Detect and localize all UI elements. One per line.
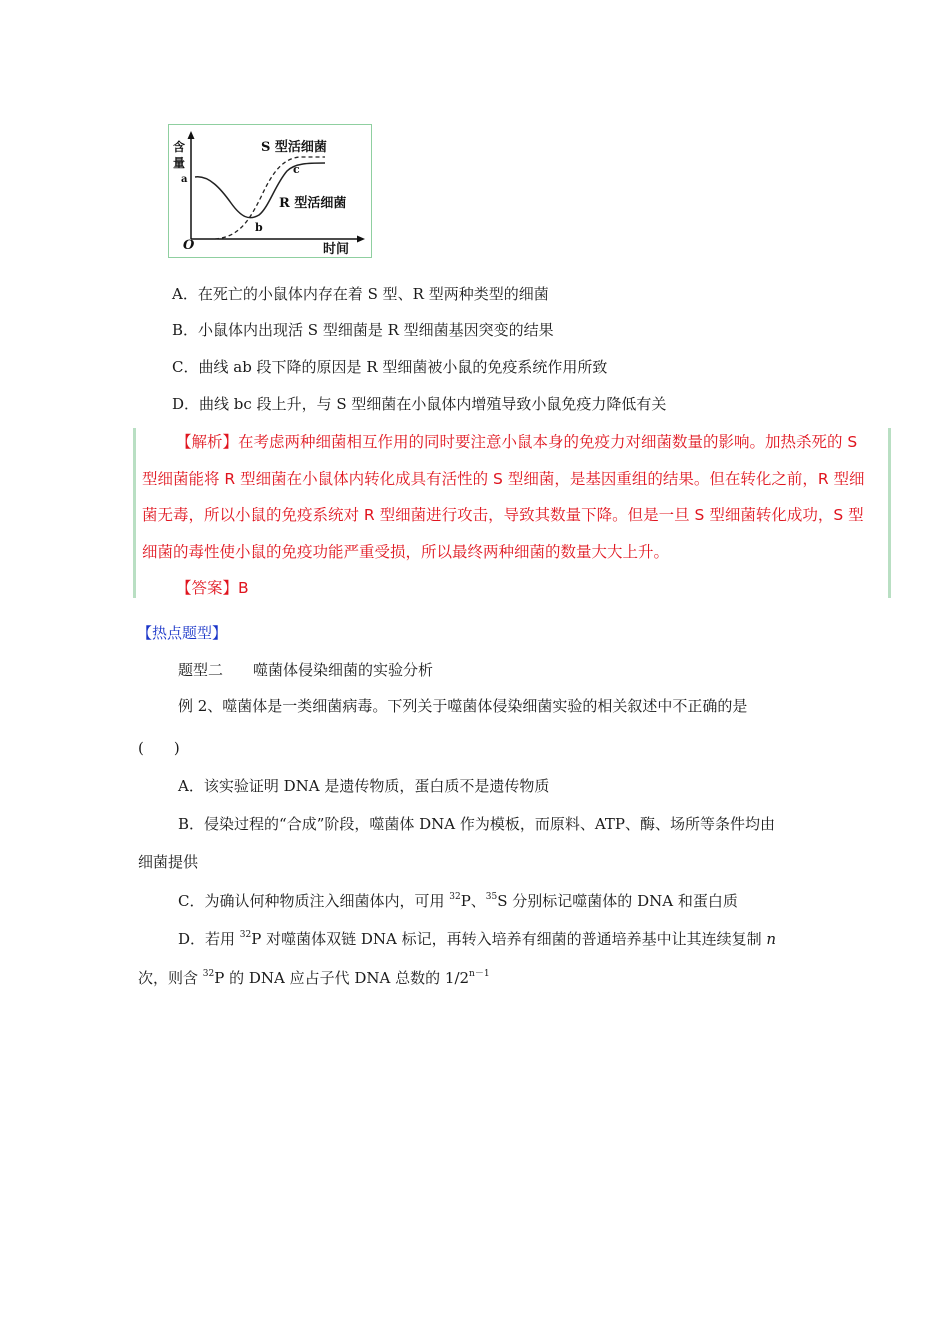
- hot-option-d-n: n: [766, 930, 777, 948]
- y-axis-arrow: [188, 131, 195, 139]
- x-axis-arrow: [357, 236, 365, 243]
- hot-option-d2-exponent: n－1: [469, 969, 490, 979]
- hot-topic-label: 【热点题型】: [137, 624, 228, 642]
- answer-line: 【答案】B: [176, 579, 249, 597]
- option-b: B．小鼠体内出现活 S 型细菌是 R 型细菌基因突变的结果: [172, 321, 554, 339]
- analysis-box: [133, 428, 891, 598]
- question-type-title: 题型二 噬菌体侵染细菌的实验分析: [178, 661, 434, 679]
- hot-option-b-line-1: B．侵染过程的“合成”阶段，噬菌体 DNA 作为模板，而原料、ATP、酶、场所等条件均由: [178, 815, 775, 833]
- hot-option-c-post: S 分别标记噬菌体的 DNA 和蛋白质: [497, 892, 738, 910]
- analysis-line-3: 菌无毒，所以小鼠的免疫系统对 R 型细菌进行攻击，导致其数量下降。但是一旦 S 型细菌转化成功，S 型: [142, 506, 864, 524]
- hot-option-d2-post: P 的 DNA 应占子代 DNA 总数的 1/2: [214, 969, 470, 987]
- hot-option-d2-sup: 32: [202, 969, 215, 979]
- example-question-line-2: ( ): [138, 739, 180, 757]
- analysis-line-1: 【解析】在考虑两种细菌相互作用的同时要注意小鼠本身的免疫力对细菌数量的影响。加热杀死的 S: [176, 433, 858, 451]
- y-label-1: 含: [173, 140, 186, 154]
- hot-option-c-sup-1: 32: [449, 892, 461, 902]
- option-a: A．在死亡的小鼠体内存在着 S 型、R 型两种类型的细菌: [172, 285, 549, 303]
- point-c-label: c: [293, 163, 300, 176]
- hot-option-c: [178, 891, 738, 911]
- analysis-line-4: 细菌的毒性使小鼠的免疫功能严重受损，所以最终两种细菌的数量大大上升。: [142, 543, 670, 561]
- hot-option-c-sup-2: 35: [485, 892, 498, 902]
- hot-option-d-line-2: [138, 968, 490, 988]
- example-question-line-1: 例 2、噬菌体是一类细菌病毒。下列关于噬菌体侵染细菌实验的相关叙述中不正确的是: [178, 697, 748, 715]
- point-a-label: a: [181, 174, 188, 185]
- option-c: C．曲线 ab 段下降的原因是 R 型细菌被小鼠的免疫系统作用所致: [172, 358, 608, 376]
- x-axis-label: 时间: [323, 242, 350, 257]
- hot-option-c-pre: C．为确认何种物质注入细菌体内，可用: [178, 892, 450, 910]
- hot-option-d-post: P 对噬菌体双链 DNA 标记，再转入培养有细菌的普通培养基中让其连续复制: [251, 930, 767, 948]
- curve-figure: [168, 124, 372, 258]
- hot-option-b-line-2: 细菌提供: [138, 853, 199, 871]
- point-b-label: b: [255, 221, 263, 234]
- y-label-2: 量: [173, 156, 186, 170]
- curve-diagram: [169, 125, 371, 257]
- hot-option-d2-pre: 次，则含: [138, 969, 203, 987]
- hot-option-d-line-1: [178, 929, 776, 949]
- s-curve-label: S 型活细菌: [261, 140, 327, 155]
- hot-option-a: A．该实验证明 DNA 是遗传物质，蛋白质不是遗传物质: [178, 777, 550, 795]
- hot-option-c-mid: P、: [460, 892, 486, 910]
- analysis-line-2: 型细菌能将 R 型细菌在小鼠体内转化成具有活性的 S 型细菌，是基因重组的结果。但在转化之前，R 型细: [142, 470, 865, 488]
- origin-label: O: [183, 238, 195, 253]
- hot-option-d-sup: 32: [239, 930, 252, 940]
- r-curve-label: R 型活细菌: [279, 196, 347, 211]
- option-d: D．曲线 bc 段上升，与 S 型细菌在小鼠体内增殖导致小鼠免疫力降低有关: [172, 395, 667, 413]
- hot-option-d-pre: D．若用: [178, 930, 240, 948]
